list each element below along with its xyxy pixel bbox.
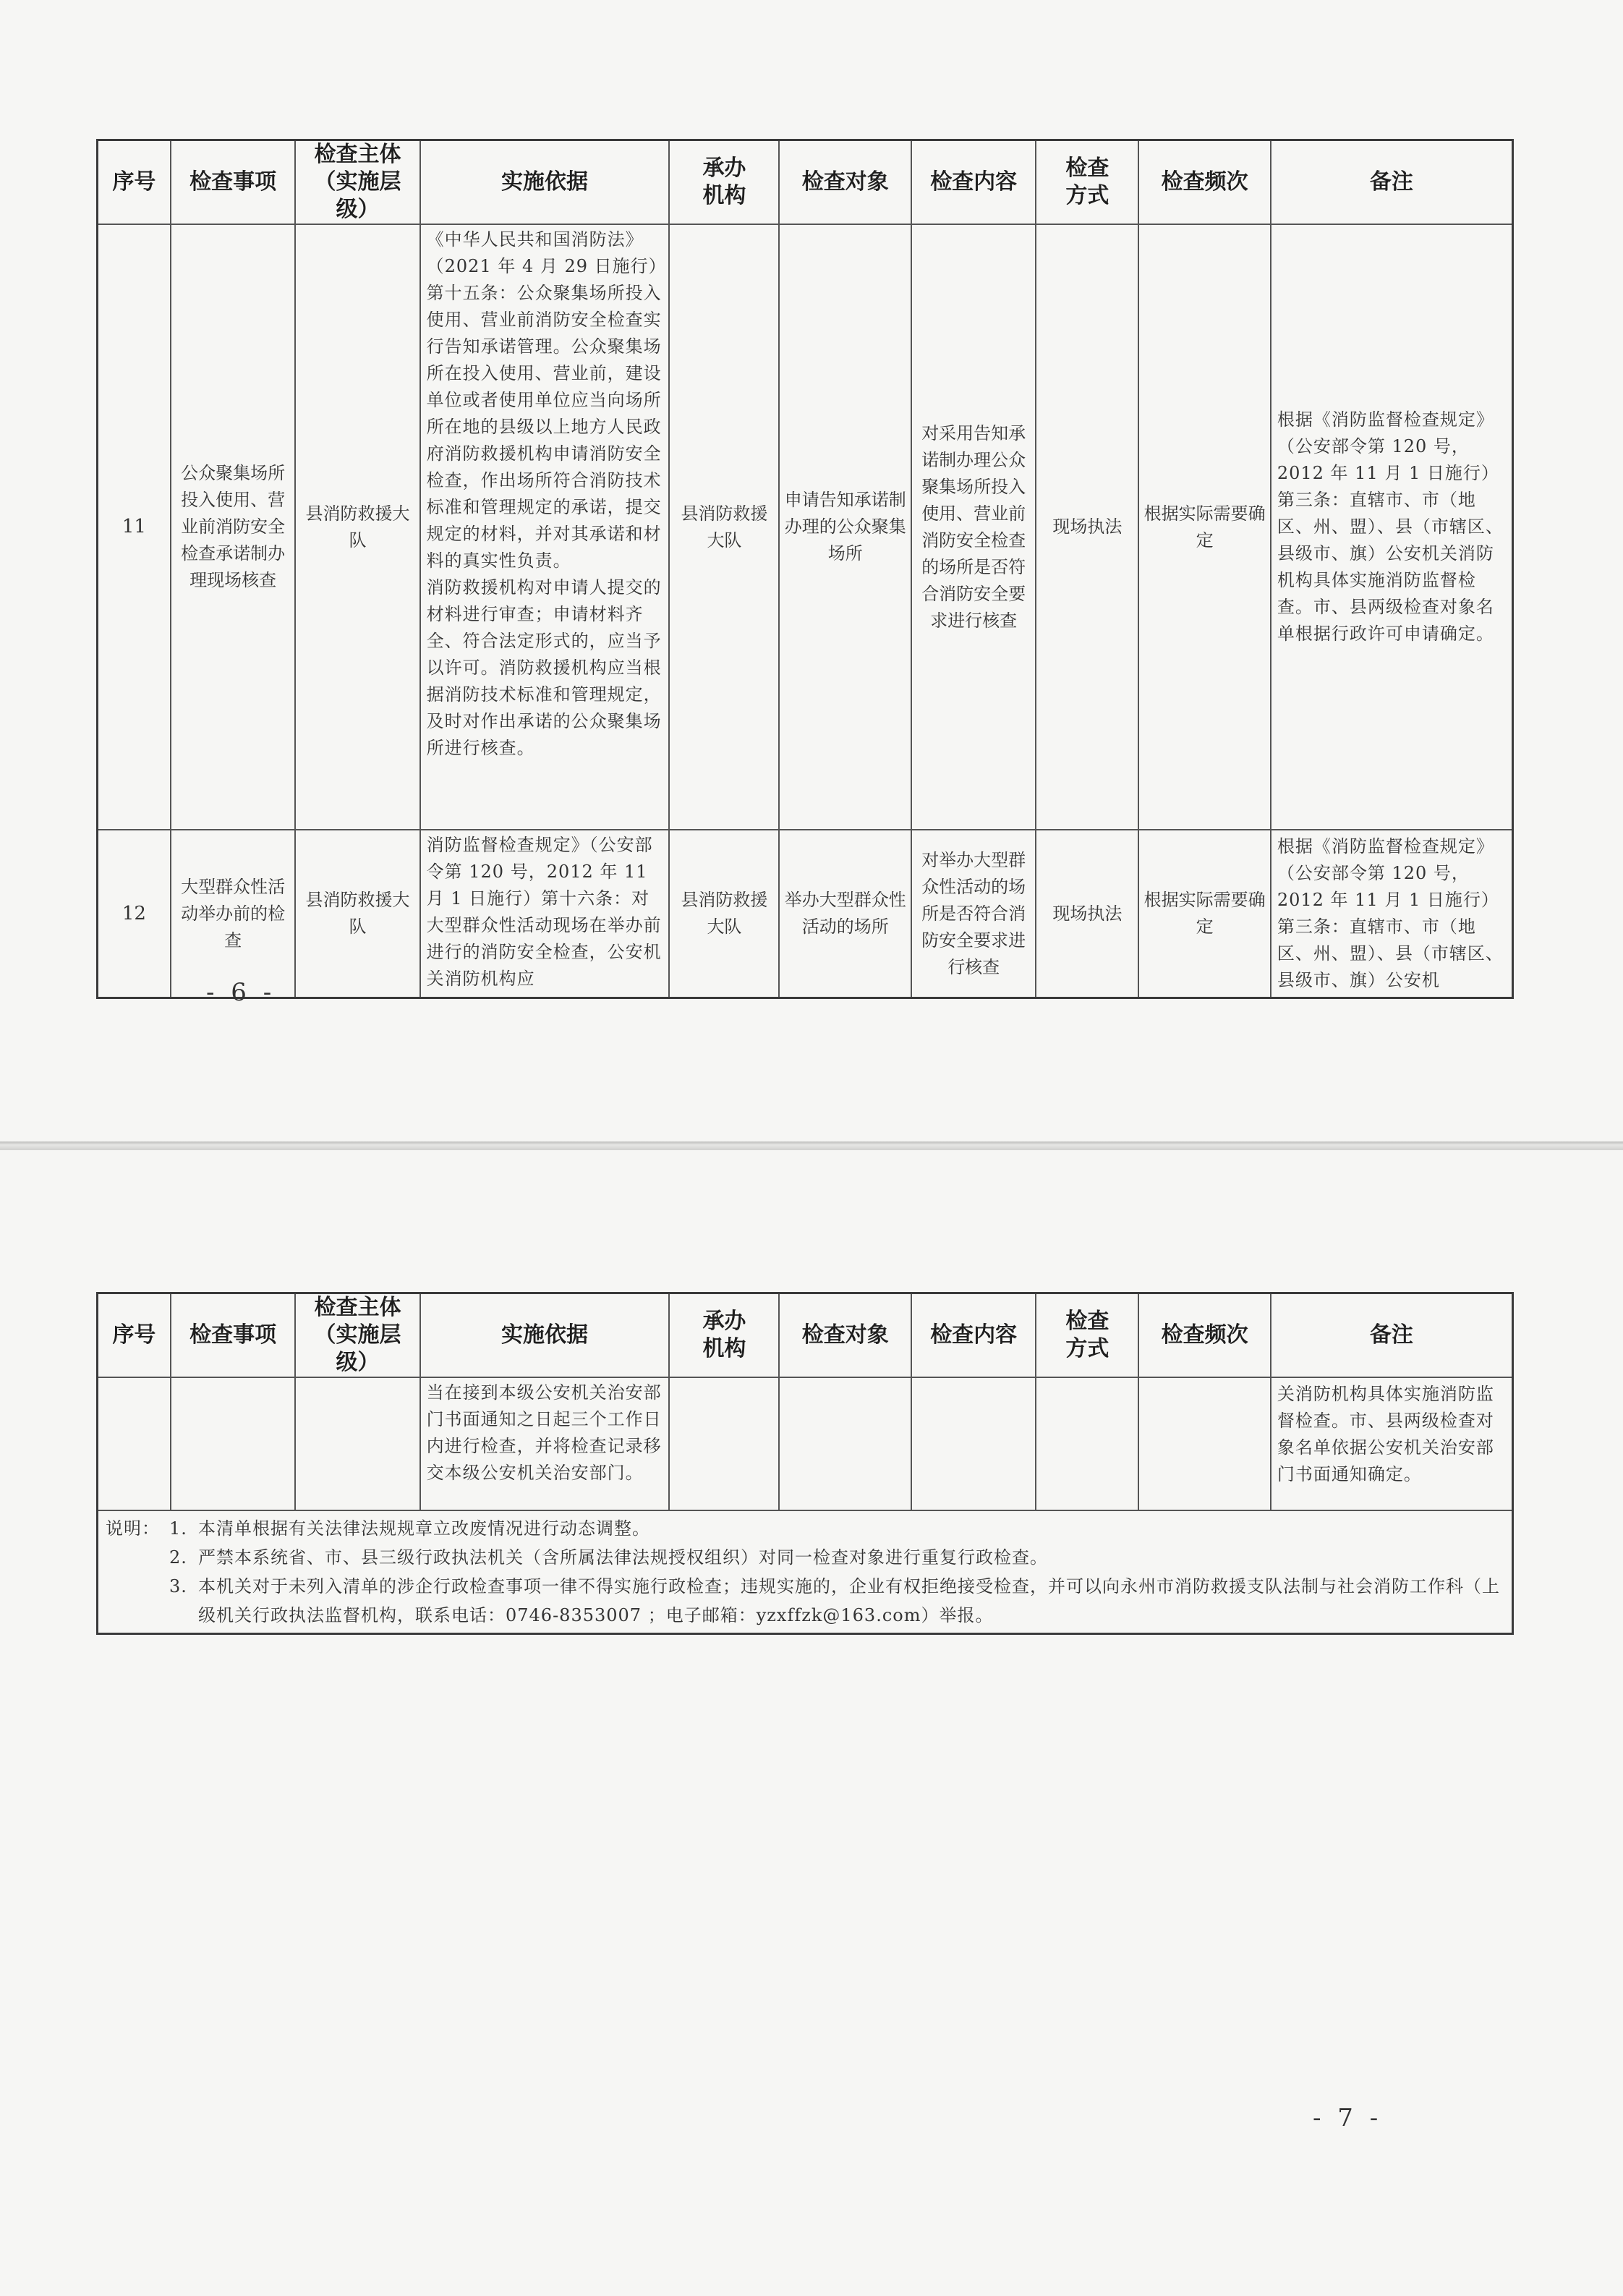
remarks: 根据《消防监督检查规定》（公安部令第 120 号，2012 年 11 月 1 日施行）第三条：直辖市、市（地区、州、盟）、县（市辖区、县级市、旗）公安机关消防机构具体实施消防监督检查。市、县两级检查对象名单根据行政许可申请确定。 [1271,224,1513,830]
remarks: 根据《消防监督检查规定》（公安部令第 120 号，2012 年 11 月 1 日施行）第三条：直辖市、市（地区、州、盟）、县（市辖区、县级市、旗）公安机 [1271,830,1513,998]
header-cell: 序号 [98,140,171,225]
footnote [106,1543,1504,1572]
inspection-table-page-6 [96,139,1514,999]
header-row [98,1293,1513,1378]
inspection-item: 大型群众性活动举办前的检查 [171,830,295,998]
footnote-text: 本机关对于未列入清单的涉企行政检查事项一律不得实施行政检查；违规实施的，企业有权拒绝接受检查，并可以向永州市消防救援支队法制与社会消防工作科（上级机关行政执法监督机构，联系电话：0746-8353007 ；电子邮箱：yzxffzk@163.com）举报。 [198,1576,1500,1625]
page-7 [0,1150,1623,2296]
header-cell: 备注 [1271,140,1513,225]
header-cell: 备注 [1271,1293,1513,1378]
inspection-frequency [1138,1377,1271,1510]
footnote-text: 严禁本系统省、市、县三级行政执法机关（含所属法律法规授权组织）对同一检查对象进行重复行政检查。 [198,1547,1048,1568]
page-number: - 6 - [206,978,276,1007]
handling-agency: 县消防救援大队 [669,830,779,998]
header-cell: 承办 机构 [669,1293,779,1378]
row-number: 11 [98,224,171,830]
inspection-target [779,1377,911,1510]
inspection-subject: 县消防救援大队 [295,224,419,830]
legal-basis: 当在接到本级公安机关治安部门书面通知之日起三个工作日内进行检查，并将检查记录移交本级公安机关治安部门。 [420,1377,670,1510]
table-row [98,224,1513,830]
header-cell: 实施依据 [420,1293,670,1378]
footnote [106,1514,1504,1543]
page-6 [0,0,1623,1141]
header-cell: 承办 机构 [669,140,779,225]
inspection-content: 对采用告知承诺制办理公众聚集场所投入使用、营业前消防安全检查的场所是否符合消防安全要求进行核查 [911,224,1036,830]
inspection-target: 申请告知承诺制办理的公众聚集场所 [779,224,911,830]
inspection-method: 现场执法 [1036,224,1138,830]
inspection-frequency: 根据实际需要确定 [1138,830,1271,998]
header-cell: 检查对象 [779,140,911,225]
footnote-number: 2. [169,1547,187,1568]
handling-agency [669,1377,779,1510]
header-cell: 实施依据 [420,140,670,225]
footnote-number: 1. [169,1518,187,1539]
header-cell: 检查主体 （实施层级） [295,140,419,225]
table-row [98,830,1513,998]
header-cell: 检查内容 [911,1293,1036,1378]
header-row [98,140,1513,225]
header-cell: 检查主体 （实施层级） [295,1293,419,1378]
page-divider [0,1141,1623,1150]
header-cell: 检查频次 [1138,1293,1271,1378]
inspection-item [171,1377,295,1510]
footnotes [98,1510,1513,1634]
header-cell: 检查内容 [911,140,1036,225]
header-cell: 检查 方式 [1036,140,1138,225]
table-row [98,1377,1513,1510]
footnote-text: 本清单根据有关法律法规规章立改废情况进行动态调整。 [198,1518,650,1539]
inspection-frequency: 根据实际需要确定 [1138,224,1271,830]
footnote-lead: 说明： [106,1518,160,1539]
footnotes-row [98,1510,1513,1634]
header-cell: 序号 [98,1293,171,1378]
inspection-content [911,1377,1036,1510]
footnote-number: 3. [169,1576,187,1596]
inspection-subject: 县消防救援大队 [295,830,419,998]
inspection-method [1036,1377,1138,1510]
page-number: - 7 - [1313,2104,1383,2133]
inspection-content: 对举办大型群众性活动的场所是否符合消防安全要求进行核查 [911,830,1036,998]
header-cell: 检查事项 [171,140,295,225]
legal-basis: 《中华人民共和国消防法》（2021 年 4 月 29 日施行）第十五条：公众聚集场所投入使用、营业前消防安全检查实行告知承诺管理。公众聚集场所在投入使用、营业前，建设单位或者使用单位应当向场所所在地的县级以上地方人民政府消防救援机构申请消防安全检查，作出场所符合消防技术标准和管理规定的承诺，提交规定的材料，并对其承诺和材料的真实性负责。 消防救援机构对申请人提交的材料进行审查；申请材料齐全、符合法定形式的，应当予以许可。消防救援机构应当根据消防技术标准和管理规定，及时对作出承诺的公众聚集场所进行核查。 [420,224,670,830]
row-number [98,1377,171,1510]
handling-agency: 县消防救援大队 [669,224,779,830]
inspection-method: 现场执法 [1036,830,1138,998]
header-cell: 检查频次 [1138,140,1271,225]
row-number: 12 [98,830,171,998]
remarks: 关消防机构具体实施消防监督检查。市、县两级检查对象名单依据公安机关治安部门书面通知确定。 [1271,1377,1513,1510]
header-cell: 检查事项 [171,1293,295,1378]
inspection-item: 公众聚集场所投入使用、营业前消防安全检查承诺制办理现场核查 [171,224,295,830]
inspection-target: 举办大型群众性活动的场所 [779,830,911,998]
footnote [106,1572,1504,1630]
header-cell: 检查 方式 [1036,1293,1138,1378]
inspection-table-page-7 [96,1292,1514,1635]
header-cell: 检查对象 [779,1293,911,1378]
legal-basis: 消防监督检查规定》（公安部令第 120 号，2012 年 11 月 1 日施行）第十六条：对大型群众性活动现场在举办前进行的消防安全检查，公安机关消防机构应 [420,830,670,998]
inspection-subject [295,1377,419,1510]
